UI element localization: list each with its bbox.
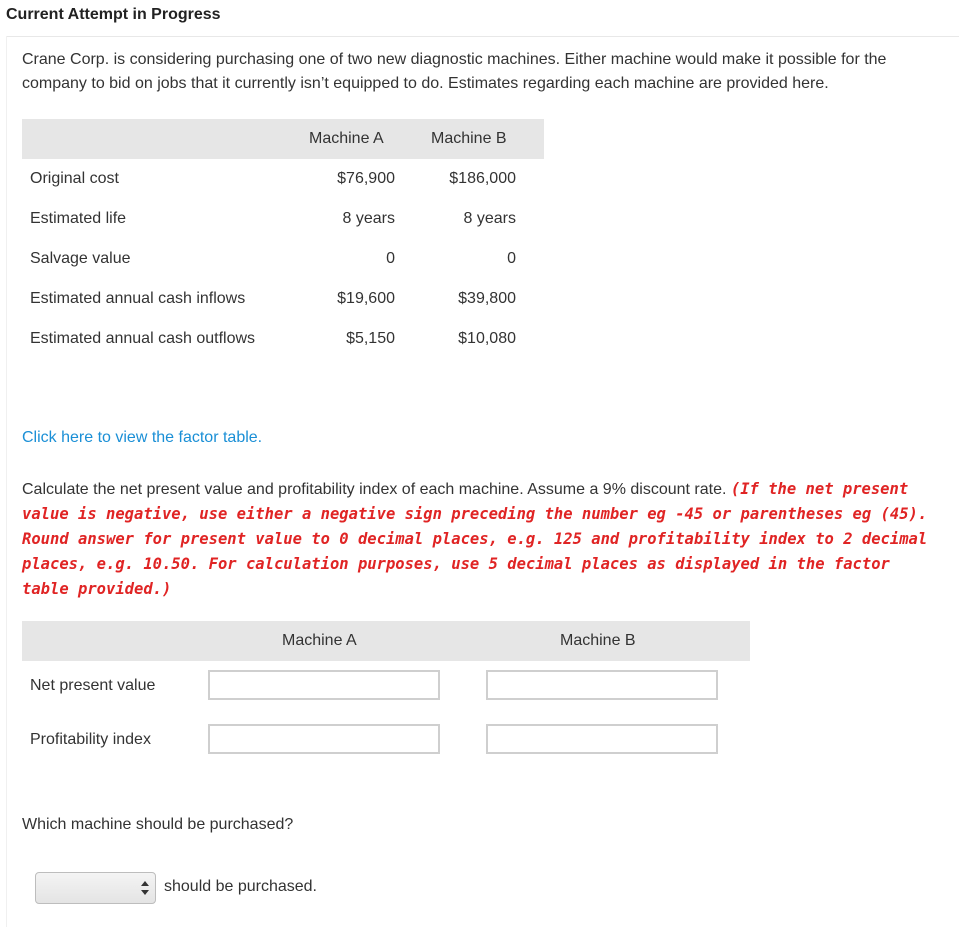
npv-machine-a-input[interactable] — [208, 670, 440, 700]
problem-intro: Crane Corp. is considering purchasing one of two new diagnostic machines. Either machine would make it possible for the company to bid on jobs that it currently isn’t equipped to do. Estimates regarding each machine are provided here. — [22, 51, 887, 92]
select-updown-arrows-icon — [141, 879, 149, 897]
table-row — [22, 239, 544, 279]
row-label-cash-inflows: Estimated annual cash inflows — [30, 290, 246, 307]
machine-b-original-cost: $186,000 — [449, 170, 516, 187]
npv-machine-b-input[interactable] — [486, 670, 718, 700]
purchase-question: Which machine should be purchased? — [22, 816, 294, 833]
factor-table-link[interactable]: Click here to view the factor table. — [22, 429, 263, 446]
machine-b-salvage-value: 0 — [507, 250, 516, 267]
answer-header-machine-b: Machine B — [560, 632, 636, 649]
info-header-machine-b: Machine B — [431, 130, 507, 147]
label-profitability-index: Profitability index — [30, 731, 151, 748]
table-row — [22, 199, 544, 239]
table-row — [22, 279, 544, 319]
machine-a-cash-inflows: $19,600 — [337, 290, 395, 307]
answer-table-header — [22, 621, 750, 661]
machine-a-salvage-value: 0 — [386, 250, 395, 267]
machine-b-estimated-life: 8 years — [463, 210, 516, 227]
machine-a-cash-outflows: $5,150 — [346, 330, 395, 347]
instructions-text: Calculate the net present value and profitability index of each machine. Assume a 9% discount rate. — [22, 481, 727, 498]
page-header-title: Current Attempt in Progress — [6, 6, 221, 23]
machine-b-cash-outflows: $10,080 — [458, 330, 516, 347]
answer-header-machine-a: Machine A — [282, 632, 357, 649]
info-header-machine-a: Machine A — [309, 130, 384, 147]
machine-select-dropdown[interactable] — [35, 872, 156, 904]
row-label-original-cost: Original cost — [30, 170, 119, 187]
content-left-border — [6, 36, 7, 927]
header-divider — [6, 36, 959, 37]
pi-machine-b-input[interactable] — [486, 724, 718, 754]
machine-a-estimated-life: 8 years — [342, 210, 395, 227]
table-row — [22, 319, 544, 359]
machine-a-original-cost: $76,900 — [337, 170, 395, 187]
pi-machine-a-input[interactable] — [208, 724, 440, 754]
instructions — [22, 477, 942, 602]
info-table-header — [22, 119, 544, 159]
select-suffix-text: should be purchased. — [164, 878, 317, 895]
row-label-salvage-value: Salvage value — [30, 250, 131, 267]
row-label-estimated-life: Estimated life — [30, 210, 127, 227]
instructions-note: (If the net present value is negative, use either a negative sign preceding the number eg -45 or parentheses eg (45). Round answer for present value to 0 decimal places, e.g. 125 and profitability index to 2 decimal places, e.g. 10.50. For calculation purposes, use 5 decimal places as displayed in the factor table provided.) — [22, 480, 928, 598]
table-row — [22, 159, 544, 199]
machine-b-cash-inflows: $39,800 — [458, 290, 516, 307]
row-label-cash-outflows: Estimated annual cash outflows — [30, 330, 256, 347]
label-net-present-value: Net present value — [30, 677, 156, 694]
